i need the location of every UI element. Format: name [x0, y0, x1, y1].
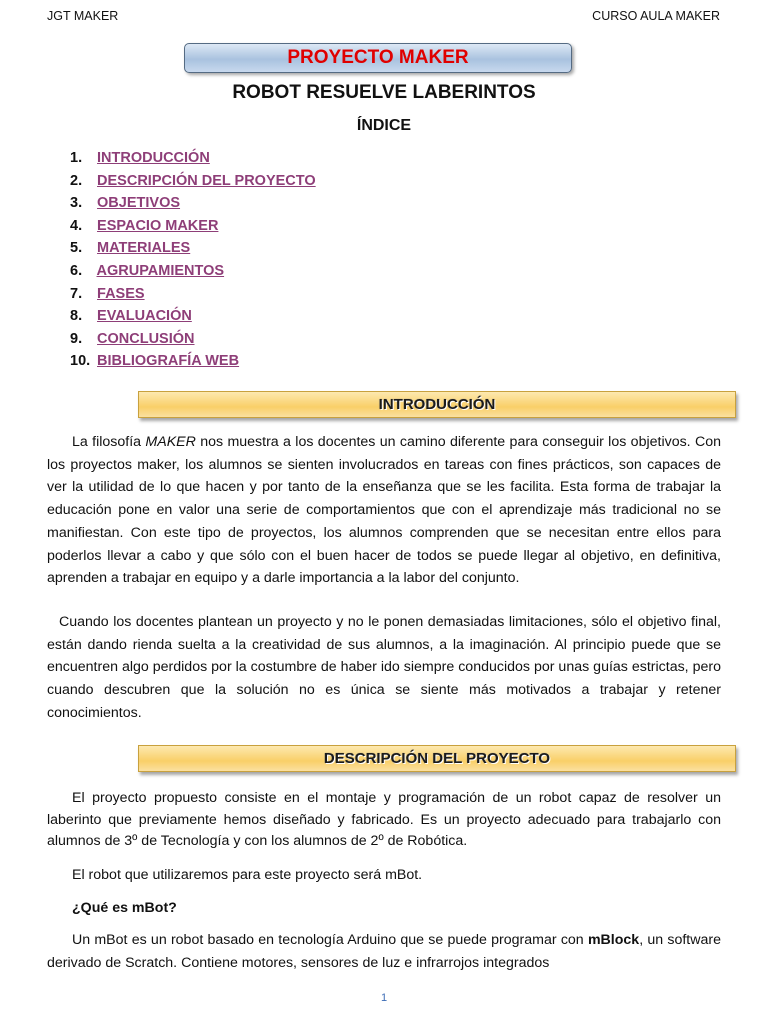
toc-number: 10.: [70, 353, 91, 370]
toc-link[interactable]: DESCRIPCIÓN DEL PROYECTO: [97, 172, 316, 189]
toc-link[interactable]: BIBLIOGRAFÍA WEB: [97, 353, 240, 370]
toc-link[interactable]: OBJETIVOS: [97, 195, 181, 212]
section-heading-descripcion: DESCRIPCIÓN DEL PROYECTO: [138, 745, 736, 772]
toc-number: 9.: [70, 330, 83, 347]
header-left: JGT MAKER: [47, 9, 119, 23]
toc-link[interactable]: INTRODUCCIÓN: [97, 150, 210, 166]
intro-p1-rest: nos muestra a los docentes un camino diferente para conseguir los objetivos. Con los proyectos maker, los alumnos se sienten involucrados en tareas con fines prácticos, son capaces de ver la utilidad de lo que hacen y por tanto de la enseñanza que se les facilita. Esta forma de trabajar la educación pone en valor una serie de comportamientos que con el aprendizaje más tradicional no se manifiestan. Con este tipo de proyectos, los alumnos comprenden que se necesitan entre ellos para poderlos llevar a cabo y que sólo con el buen hacer de todos se puede llegar al objetivo, en definitiva, aprenden a trabajar en equipo y a darle importancia a la labor del conjunto.: [47, 434, 722, 587]
toc-link[interactable]: EVALUACIÓN: [97, 308, 192, 325]
section-heading-introduccion: INTRODUCCIÓN: [138, 391, 736, 418]
toc-number: 1.: [70, 150, 83, 166]
intro-p1-start: La filosofía: [72, 434, 146, 450]
toc-number: 2.: [70, 172, 83, 189]
mbot-question: ¿Qué es mBot?: [72, 900, 177, 916]
table-of-contents: [70, 150, 316, 376]
toc-item[interactable]: [70, 150, 316, 173]
descripcion-paragraph-2: El robot que utilizaremos para este proyecto será mBot.: [72, 867, 423, 883]
intro-p1-emphasis: MAKER: [145, 434, 196, 450]
descripcion-paragraph-3: [47, 929, 721, 974]
intro-paragraph-2: Cuando los docentes plantean un proyecto y no le ponen demasiadas limitaciones, sólo el objetivo final, están dando rienda suelta a la creatividad de sus alumnos, a la imaginación. Al principio puede que se encuentren algo perdidos por la costumbre de haber ido siempre conducidos por unas guías estrictas, pero cuando descubren que la solución no es única se siente más motivados a trabajar y retener conocimientos.: [47, 614, 721, 721]
toc-item[interactable]: [70, 286, 316, 309]
toc-link[interactable]: FASES: [97, 285, 145, 302]
toc-item[interactable]: [70, 353, 316, 376]
toc-item[interactable]: [70, 195, 316, 218]
document-subtitle: ROBOT RESUELVE LABERINTOS: [232, 82, 536, 103]
toc-number: 6.: [70, 262, 83, 279]
toc-link[interactable]: MATERIALES: [97, 240, 191, 257]
toc-item[interactable]: [70, 331, 316, 354]
toc-item[interactable]: [70, 308, 316, 331]
document-title: PROYECTO MAKER: [184, 43, 572, 73]
mbot-p-bold: mBlock: [587, 932, 640, 948]
index-title: ÍNDICE: [356, 117, 412, 134]
intro-paragraph-1: [47, 431, 721, 590]
toc-item[interactable]: [70, 173, 316, 196]
toc-item[interactable]: [70, 240, 316, 263]
toc-item[interactable]: [70, 263, 316, 286]
toc-number: 3.: [70, 195, 83, 212]
toc-item[interactable]: [70, 218, 316, 241]
toc-number: 8.: [70, 308, 83, 325]
toc-number: 4.: [70, 217, 83, 234]
page-number: 1: [380, 992, 388, 1004]
toc-link[interactable]: CONCLUSIÓN: [97, 330, 195, 347]
toc-link[interactable]: AGRUPAMIENTOS: [96, 262, 225, 279]
mbot-p-start: Un mBot es un robot basado en tecnología Arduino que se puede programar con: [72, 932, 588, 948]
toc-number: 5.: [70, 240, 83, 257]
toc-link[interactable]: ESPACIO MAKER: [97, 217, 219, 234]
descripcion-paragraph-1: El proyecto propuesto consiste en el montaje y programación de un robot capaz de resolver un laberinto que previamente hemos diseñado y fabricado. Es un proyecto adecuado para trabajarlo con alumnos de 3º de Tecnología y con los alumnos de 2º de Robótica.: [47, 790, 721, 849]
toc-number: 7.: [70, 285, 83, 302]
header-right: CURSO AULA MAKER: [592, 9, 720, 23]
mbot-p-rest: , un software derivado de Scratch. Contiene motores, sensores de luz e infrarrojos integrados: [47, 932, 721, 971]
